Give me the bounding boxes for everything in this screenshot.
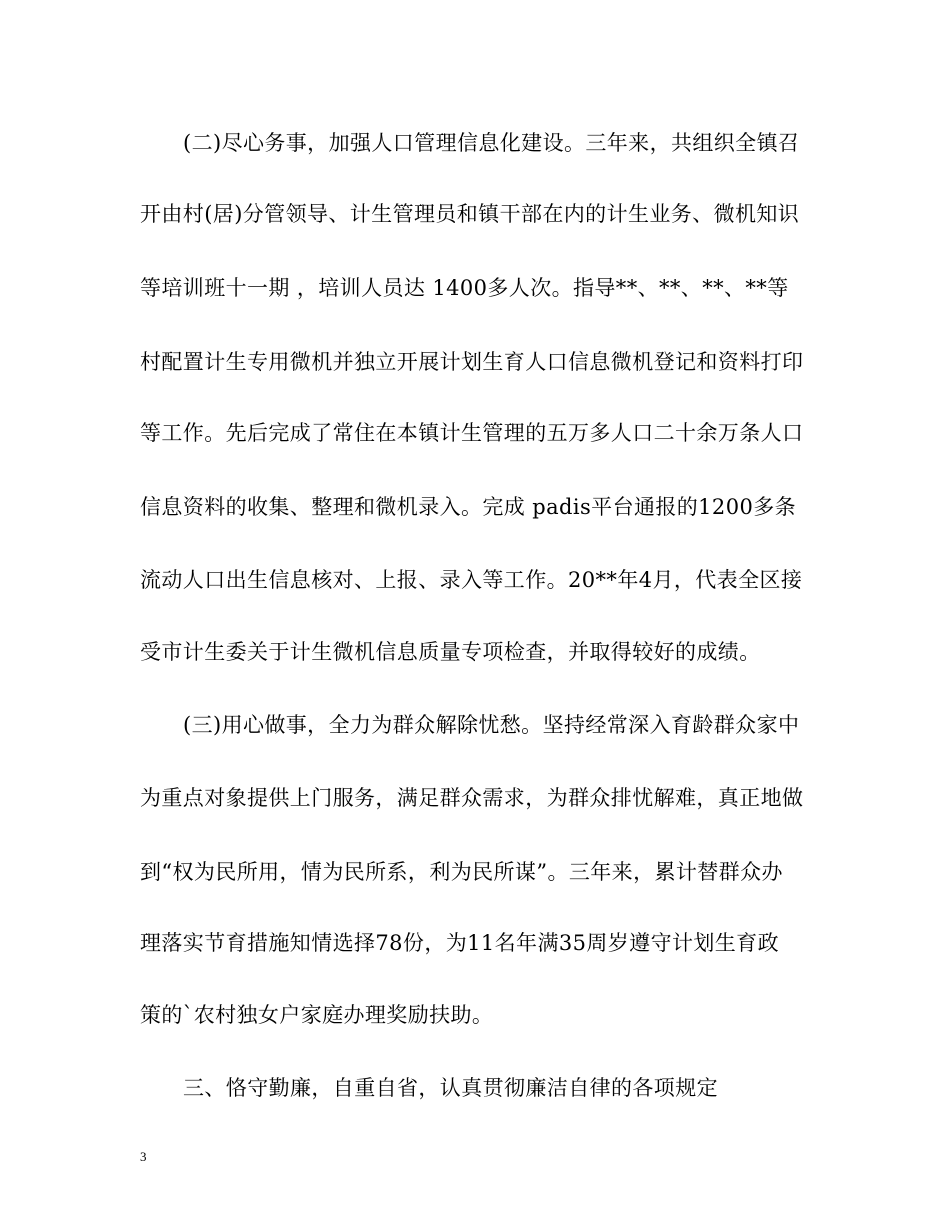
- section-heading: 三、恪守勤廉，自重自省，认真贯彻廉洁自律的各项规定: [183, 1076, 718, 1100]
- paragraph-3-line-1: (三)用心做事，全力为群众解除忧愁。坚持经常深入育龄群众家中: [183, 713, 800, 737]
- paragraph-2-line-2: 开由村(居)分管领导、计生管理员和镇干部在内的计生业务、微机知识: [140, 202, 800, 226]
- page-number: 3: [140, 1149, 147, 1164]
- paragraph-2-line-7: 流动人口出生信息核对、上报、录入等工作。20**年4月，代表全区接: [140, 568, 803, 592]
- paragraph-3-line-5: 策的`农村独女户家庭办理奖励扶助。: [140, 1003, 494, 1027]
- paragraph-2-line-4: 村配置计生专用微机并独立开展计划生育人口信息微机登记和资料打印: [140, 350, 804, 374]
- paragraph-3-line-3: 到“权为民所用，情为民所系，利为民所谋”。三年来，累计替群众办: [140, 860, 783, 884]
- paragraph-2-line-8: 受市计生委关于计生微机信息质量专项检查，并取得较好的成绩。: [140, 640, 761, 664]
- paragraph-2-line-6: 信息资料的收集、整理和微机录入。完成 padis平台通报的1200多条: [140, 495, 797, 519]
- paragraph-3-line-2: 为重点对象提供上门服务，满足群众需求，为群众排忧解难，真正地做: [140, 786, 804, 810]
- paragraph-2-line-5: 等工作。先后完成了常住在本镇计生管理的五万多人口二十余万条人口: [140, 421, 804, 445]
- paragraph-2-line-3: 等培训班十一期 ，培训人员达 1400多人次。指导**、**、**、**等: [140, 276, 789, 300]
- paragraph-3-line-4: 理落实节育措施知情选择78份，为11名年满35周岁遵守计划生育政: [140, 931, 779, 955]
- paragraph-2-line-1: (二)尽心务事，加强人口管理信息化建设。三年来，共组织全镇召: [183, 131, 800, 155]
